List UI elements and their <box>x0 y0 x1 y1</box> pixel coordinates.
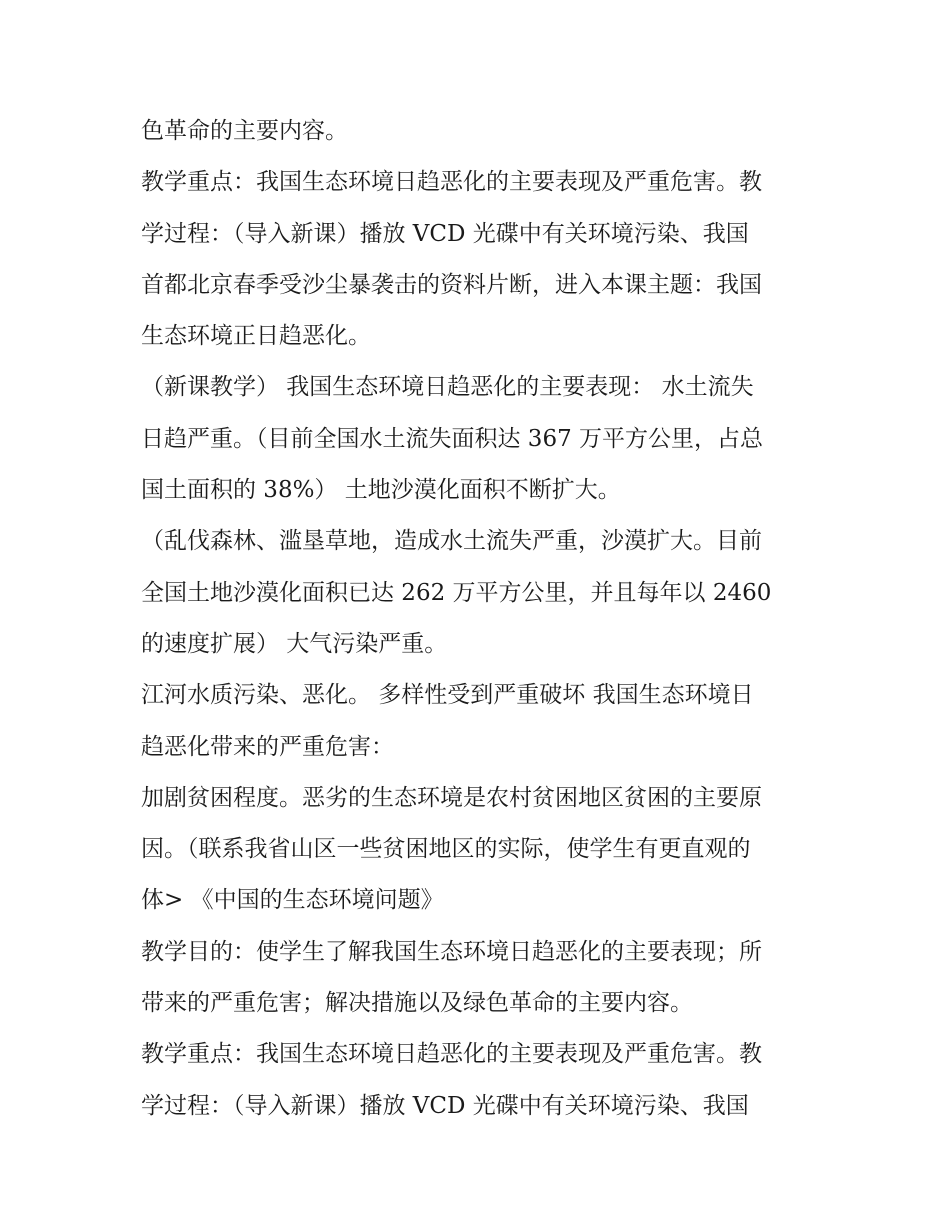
text-line: 带来的严重危害；解决措施以及绿色革命的主要内容。 <box>141 990 693 1017</box>
text-line: 国土面积的 38%） 土地沙漠化面积不断扩大。 <box>141 477 621 504</box>
text-line: 江河水质污染、恶化。 多样性受到严重破坏 我国生态环境日 <box>141 682 754 709</box>
text-line: 色革命的主要内容。 <box>141 118 348 144</box>
text-line: 生态环境正日趋恶化。 <box>141 323 371 350</box>
text-line: （乱伐森林、滥垦草地，造成水土流失严重，沙漠扩大。目前 <box>141 528 762 555</box>
text-line: （新课教学） 我国生态环境日趋恶化的主要表现： 水土流失 <box>141 374 754 401</box>
text-line: 学过程：（导入新课）播放 VCD 光碟中有关环境污染、我国 <box>141 220 749 247</box>
text-line: 教学重点：我国生态环境日趋恶化的主要表现及严重危害。教 <box>141 1041 762 1068</box>
text-line: 体> 《中国的生态环境问题》 <box>141 887 444 914</box>
text-line: 因。（联系我省山区一些贫困地区的实际，使学生有更直观的 <box>141 836 751 863</box>
document-body <box>141 106 821 1132</box>
text-line: 趋恶化带来的严重危害： <box>141 733 394 760</box>
text-line: 的速度扩展） 大气污染严重。 <box>141 630 448 657</box>
text-line: 日趋严重。（目前全国水土流失面积达 367 万平方公里，占总 <box>141 425 764 452</box>
text-line: 教学目的：使学生了解我国生态环境日趋恶化的主要表现；所 <box>141 938 762 965</box>
text-line: 全国土地沙漠化面积已达 262 万平方公里，并且每年以 2460 <box>141 579 772 606</box>
text-line: 首都北京春季受沙尘暴袭击的资料片断，进入本课主题：我国 <box>141 271 762 298</box>
text-line: 学过程：（导入新课）播放 VCD 光碟中有关环境污染、我国 <box>141 1092 749 1119</box>
text-line: 教学重点：我国生态环境日趋恶化的主要表现及严重危害。教 <box>141 169 762 196</box>
text-line: 加剧贫困程度。恶劣的生态环境是农村贫困地区贫困的主要原 <box>141 784 762 811</box>
